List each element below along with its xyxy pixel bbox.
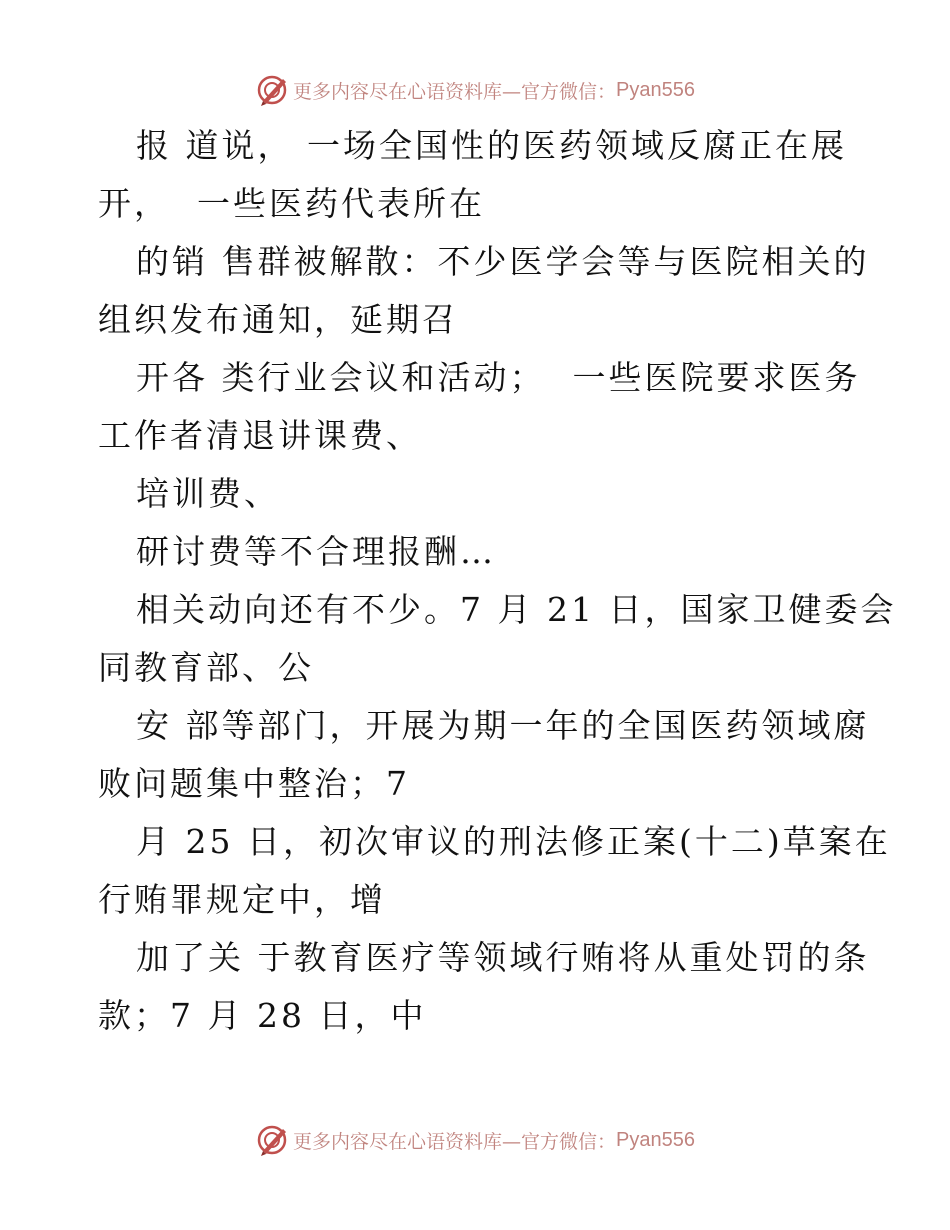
body-line: 月 25 日，初次审议的刑法修正案(十二)草案在 [136,822,891,861]
body-line: 工作者清退讲课费、 [98,416,422,455]
pen-logo-icon [255,73,289,107]
pen-logo-icon [255,1123,289,1157]
body-line: 款；7 月 28 日，中 [98,996,427,1035]
body-line: 安 部等部门，开展为期一年的全国医药领域腐 [136,706,870,745]
footer-watermark [0,1120,950,1160]
body-line: 同教育部、公 [98,648,314,687]
watermark-wechat-id: Pyan556 [616,78,695,101]
body-line: 研讨费等不合理报酬… [136,532,496,571]
body-line: 开， 一些医药代表所在 [98,184,485,223]
body-line: 败问题集中整治；7 [98,764,410,803]
watermark-wechat-id: Pyan556 [616,1128,695,1151]
body-line: 行贿罪规定中，增 [98,880,386,919]
body-line: 报 道说， 一场全国性的医药领域反腐正在展 [136,126,847,165]
body-line: 组织发布通知，延期召 [98,300,458,339]
body-line: 培训费、 [136,474,280,513]
body-line: 相关动向还有不少。7 月 21 日，国家卫健委会 [136,590,897,629]
body-line: 开各 类行业会议和活动； 一些医院要求医务 [136,358,861,397]
header-watermark [0,70,950,110]
watermark-text: 更多内容尽在心语资料库—官方微信： [293,80,617,103]
body-line: 加了关 于教育医疗等领域行贿将从重处罚的条 [136,938,870,977]
body-line: 的销 售群被解散：不少医学会等与医院相关的 [136,242,870,281]
watermark-text: 更多内容尽在心语资料库—官方微信： [293,1130,617,1153]
